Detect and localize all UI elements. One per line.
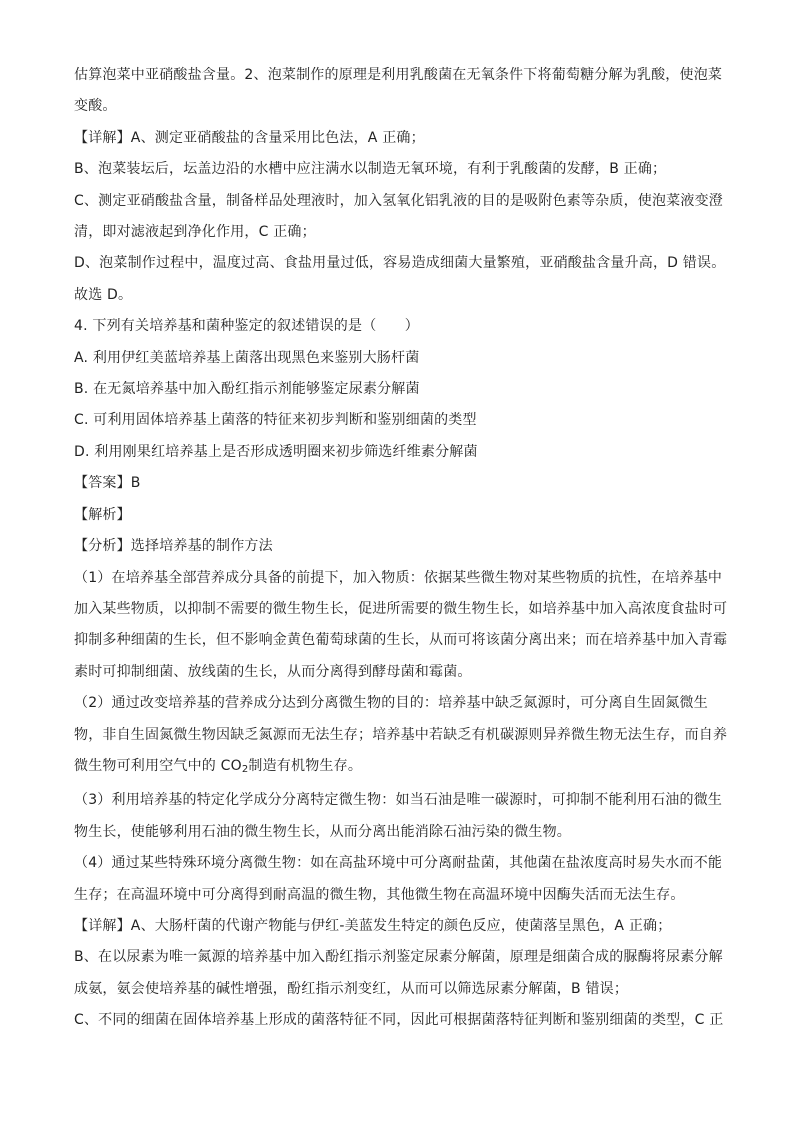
answer-line: 【答案】B [74,475,141,492]
text-line: 成氨，氨会使培养基的碱性增强，酚红指示剂变红，从而可以筛选尿素分解菌，B 错误； [74,980,629,997]
text-line: （3）利用培养基的特定化学成分分离特定微生物：如当石油是唯一碳源时，可抑制不能利用石油的微生 [74,792,723,809]
text-line: 加入某些物质，以抑制不需要的微生物生长，促进所需要的微生物生长，如培养基中加入高浓度食盐时可 [74,600,728,617]
document-page [74,60,728,1037]
text-line: B、泡菜装坛后，坛盖边沿的水槽中应注满水以制造无氧环境，有利于乳酸菌的发酵，B 正确； [74,161,667,178]
co2-prefix: 微生物可利用空气中的 CO [74,757,242,774]
co2-subscript: 2 [241,763,249,775]
text-line: 生存；在高温环境中可分离得到耐高温的微生物，其他微生物在高温环境中因酶失活而无法生存。 [74,886,685,903]
text-line: 物生长，使能够利用石油的微生物生长，从而分离出能消除石油污染的微生物。 [74,823,571,840]
text-line: 【详解】A、大肠杆菌的代谢产物能与伊红-美蓝发生特定的颜色反应，使菌落呈黑色，A 正确； [74,917,672,934]
text-line: 清，即对滤液起到净化作用，C 正确； [74,224,316,241]
text-line: 抑制多种细菌的生长，但不影响金黄色葡萄球菌的生长，从而可将该菌分离出来；而在培养基中加入青霉 [74,632,728,649]
option-a: A. 利用伊红美蓝培养基上菌落出现黑色来鉴别大肠杆菌 [74,349,420,366]
text-line: 【分析】选择培养基的制作方法 [74,538,273,555]
analysis-heading: 【解析】 [74,506,131,523]
text-line: 估算泡菜中亚硝酸盐含量。2、泡菜制作的原理是利用乳酸菌在无氧条件下将葡萄糖分解为乳酸，使泡菜 [74,67,723,83]
text-line: （4）通过某些特殊环境分离微生物：如在高盐环境中可分离耐盐菌，其他菌在盐浓度高时易失水而不能 [74,855,723,872]
co2-suffix: 制造有机物生存。 [248,757,363,774]
option-c: C. 可利用固体培养基上菌落的特征来初步判断和鉴别细菌的类型 [74,412,477,429]
option-d: D. 利用刚果红培养基上是否形成透明圈来初步筛选纤维素分解菌 [74,443,478,460]
text-line: 变酸。 [74,98,117,115]
text-line: B、在以尿素为唯一氮源的培养基中加入酚红指示剂鉴定尿素分解菌，原理是细菌合成的脲酶将尿素分解 [74,949,723,966]
text-line: C、不同的细菌在固体培养基上形成的菌落特征不同，因此可根据菌落特征判断和鉴别细菌的类型，C 正 [74,1012,724,1029]
text-line: D、泡菜制作过程中，温度过高、食盐用量过低，容易造成细菌大量繁殖，亚硝酸盐含量升高，D 错误。 [74,255,726,272]
option-b: B. 在无氮培养基中加入酚红指示剂能够鉴定尿素分解菌 [74,381,420,398]
question-stem: 4. 下列有关培养基和菌种鉴定的叙述错误的是（ ） [74,318,420,335]
text-line-co2 [74,751,724,785]
text-line: 【详解】A、测定亚硝酸盐的含量采用比色法，A 正确； [74,129,425,146]
text-line: C、测定亚硝酸盐含量，制备样品处理液时，加入氢氧化铝乳液的目的是吸附色素等杂质，使泡菜液变澄 [74,192,723,209]
text-line: 故选 D。 [74,286,133,303]
text-line: 素时可抑制细菌、放线菌的生长，从而分离得到酵母菌和霉菌。 [74,663,472,680]
text-line: （1）在培养基全部营养成分具备的前提下，加入物质：依据某些微生物对某些物质的抗性，在培养基中 [74,569,723,586]
text-line: 物，非自生固氮微生物因缺乏氮源而无法生存；培养基中若缺乏有机碳源则异养微生物无法生存，而自养 [74,726,728,743]
text-line: （2）通过改变培养基的营养成分达到分离微生物的目的：培养基中缺乏氮源时，可分离自生固氮微生 [74,695,708,712]
